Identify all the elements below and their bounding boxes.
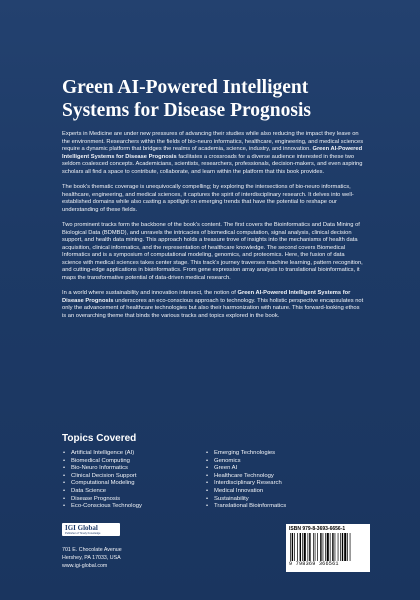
topic-item: • Disease Prognosis <box>62 496 142 504</box>
barcode-graphic <box>289 533 367 561</box>
publisher-logo-name: IGI Global <box>65 524 98 532</box>
isbn-text: ISBN 979-8-3693-6656-1 <box>289 526 346 532</box>
description-p4-text-a: In a world where sustainability and innovation intersect, the notion of <box>62 290 238 296</box>
topic-item: • Emerging Technologies <box>205 450 286 458</box>
topic-item: • Eco-Conscious Technology <box>62 503 142 511</box>
description-p4-book-title: Green AI-Powered Intelligent Systems for Disease Prognosis <box>62 290 351 304</box>
isbn-barcode-box <box>286 524 370 572</box>
topic-item: • Clinical Decision Support <box>62 473 142 481</box>
topic-item: • Sustainability <box>205 496 286 504</box>
publisher-logo-tagline: Publisher of Timely Knowledge <box>65 532 101 535</box>
book-title-line-1: Green AI-Powered Intelligent <box>62 77 309 98</box>
description-paragraph-4 <box>62 290 364 320</box>
topic-item: • Biomedical Computing <box>62 458 142 466</box>
topics-heading: Topics Covered <box>62 433 137 444</box>
topic-item: • Translational Bioinformatics <box>205 503 286 511</box>
publisher-logo <box>62 523 120 536</box>
publisher-address-line-1: 701 E. Chocolate Avenue <box>62 547 122 553</box>
topic-item: • Genomics <box>205 458 286 466</box>
topic-item: • Interdisciplinary Research <box>205 480 286 488</box>
topic-item: • Green AI <box>205 465 286 473</box>
description-paragraph-1 <box>62 131 364 176</box>
barcode-digits: 9 798369 366561 <box>289 561 339 567</box>
topic-item: • Computational Modeling <box>62 480 142 488</box>
topic-item: • Medical Innovation <box>205 488 286 496</box>
description-paragraph-2: The book's thematic coverage is unequivocally compelling; by exploring the intersections of bio-neuro informatics, healthcare, engineering, and medical sciences, it captures the spirit of interdisciplinary research. It delves into well-established domains while also casting a spotlight on emerging trends that have the potential to reshape our understanding of these fields. <box>62 184 354 213</box>
description-p1-book-title: Green AI-Powered Intelligent Systems for Disease Prognosis <box>62 146 363 160</box>
publisher-website: www.igi-global.com <box>62 563 108 569</box>
description-p1-text-a: Experts in Medicine are under new pressures of advancing their studies while also reducing the impact they leave on the environment. Researchers within the fields of bio-neuro informatics, healthcare, engineering, and medical sciences require a dynamic platform that bridges the realms of academia, science, industry, and innovation. <box>62 131 364 152</box>
book-description <box>62 131 364 328</box>
description-paragraph-3: Two prominent tracks form the backbone of the book's content. The first covers the Bioinformatics and Data Mining of Biological Data (BDMBD), and unravels the intricacies of biomedical computation, signal analysis, clinical decision support, and health data mining. This approach holds a treasure trove of insights into the mechanisms of health data acquisition, clinical informatics, and the representation of healthcare knowledge. The second covers Biomedical Informatics and is a symposium of computational modeling, genomics, and proteomics. Here, the fusion of data science with medical sciences takes center stage. This track's journey traverses machine learning, pattern recognition, and cutting-edge applications in bioinformatics. From gene expression array analysis to translational bioinformatics, it maps the transformative potential of data-driven medical research. <box>62 222 363 281</box>
topics-list-left <box>62 450 142 511</box>
topics-list-right <box>205 450 286 511</box>
topic-item: • Data Science <box>62 488 142 496</box>
publisher-address-line-2: Hershey, PA 17033, USA <box>62 555 121 561</box>
topic-item: • Healthcare Technology <box>205 473 286 481</box>
publisher-address <box>62 546 122 570</box>
description-p1-text-b: facilitates a crossroads for a diverse audience interested in these two seldom coalesced concepts. Academicians, scientists, researchers, professionals, decision-makers, and even aspiring scholars all find a space to contribute, collaborate, and learn within the platform that this book provides. <box>62 153 363 175</box>
book-title <box>62 76 382 122</box>
description-p4-text-b: underscores an eco-conscious approach to technology. This holistic perspective encapsulates not only the advancement of healthcare technologies but also their harmonization with nature. This forward-looking ethos is an overarching theme that binds the various tracks and topics explored in the book. <box>62 297 364 319</box>
book-title-line-2: Systems for Disease Prognosis <box>62 100 311 121</box>
topic-item: • Artificial Intelligence (AI) <box>62 450 142 458</box>
topic-item: • Bio-Neuro Informatics <box>62 465 142 473</box>
